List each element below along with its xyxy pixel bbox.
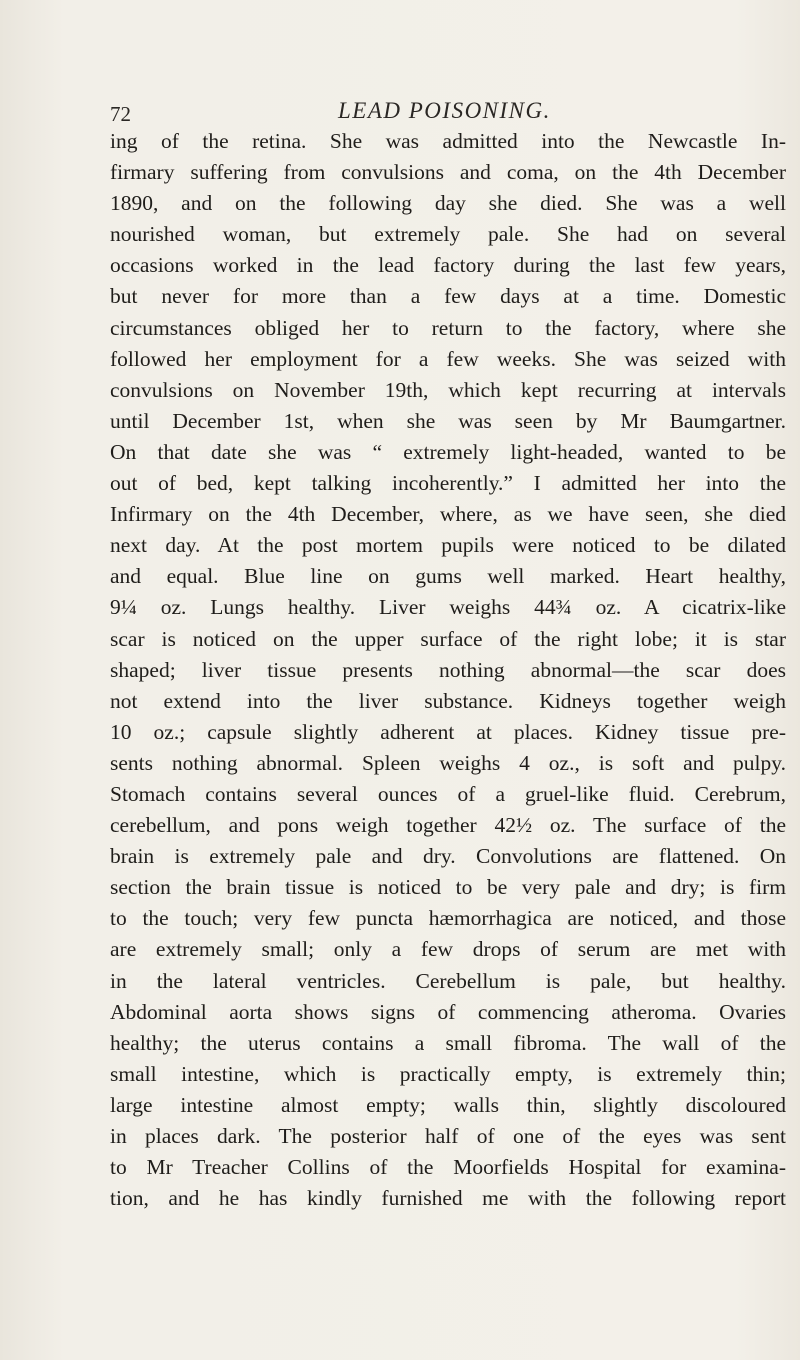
- page-number: 72: [110, 102, 131, 126]
- text-line: to the touch; very few puncta hæmorrhagica are noticed, and those: [110, 906, 786, 931]
- text-line: are extremely small; only a few drops of serum are met with: [110, 937, 786, 962]
- text-line: On that date she was “ extremely light-headed, wanted to be: [110, 439, 786, 464]
- text-line: Stomach contains several ounces of a gruel-like fluid. Cerebrum,: [110, 781, 786, 806]
- text-line: in the lateral ventricles. Cerebellum is pale, but healthy.: [110, 968, 786, 993]
- body-text: [110, 126, 786, 1214]
- text-line: healthy; the uterus contains a small fibroma. The wall of the: [110, 1030, 786, 1055]
- text-line: sents nothing abnormal. Spleen weighs 4 oz., is soft and pulpy.: [110, 750, 786, 775]
- text-line: firmary suffering from convulsions and coma, on the 4th December: [110, 160, 786, 185]
- text-line: and equal. Blue line on gums well marked. Heart healthy,: [110, 564, 786, 589]
- text-line: occasions worked in the lead factory during the last few years,: [110, 253, 786, 278]
- text-line: tion, and he has kindly furnished me with the following report: [110, 1186, 786, 1211]
- text-line: large intestine almost empty; walls thin, slightly discoloured: [110, 1092, 786, 1117]
- text-line: Infirmary on the 4th December, where, as we have seen, she died: [110, 502, 786, 527]
- text-line: cerebellum, and pons weigh together 42½ oz. The surface of the: [110, 813, 786, 838]
- text-line: nourished woman, but extremely pale. She had on several: [110, 222, 786, 247]
- text-line: in places dark. The posterior half of one of the eyes was sent: [110, 1124, 786, 1148]
- text-line: out of bed, kept talking incoherently.” I admitted her into the: [110, 471, 786, 496]
- text-line: next day. At the post mortem pupils were noticed to be dilated: [110, 533, 786, 558]
- text-line: section the brain tissue is noticed to be very pale and dry; is firm: [110, 875, 786, 900]
- running-head: LEAD POISONING.: [338, 98, 551, 123]
- text-line: 9¼ oz. Lungs healthy. Liver weighs 44¾ oz. A cicatrix-like: [110, 595, 786, 620]
- text-line: 1890, and on the following day she died. She was a well: [110, 191, 786, 216]
- text-line: but never for more than a few days at a time. Domestic: [110, 284, 786, 309]
- text-line: convulsions on November 19th, which kept recurring at intervals: [110, 377, 786, 402]
- text-line: until December 1st, when she was seen by Mr Baumgartner.: [110, 408, 786, 433]
- text-line: 10 oz.; capsule slightly adherent at places. Kidney tissue pre-: [110, 719, 786, 744]
- text-line: brain is extremely pale and dry. Convolutions are flattened. On: [110, 844, 786, 869]
- text-line: ing of the retina. She was admitted into the Newcastle In-: [110, 129, 786, 153]
- text-line: to Mr Treacher Collins of the Moorfields Hospital for examina-: [110, 1155, 786, 1180]
- text-line: Abdominal aorta shows signs of commencing atheroma. Ovaries: [110, 999, 786, 1024]
- text-line: scar is noticed on the upper surface of the right lobe; it is star: [110, 626, 786, 651]
- text-line: followed her employment for a few weeks. She was seized with: [110, 346, 786, 371]
- text-line: not extend into the liver substance. Kidneys together weigh: [110, 688, 786, 713]
- text-line: small intestine, which is practically empty, is extremely thin;: [110, 1061, 786, 1086]
- text-line: shaped; liver tissue presents nothing abnormal—the scar does: [110, 657, 786, 682]
- text-line: circumstances obliged her to return to the factory, where she: [110, 315, 786, 340]
